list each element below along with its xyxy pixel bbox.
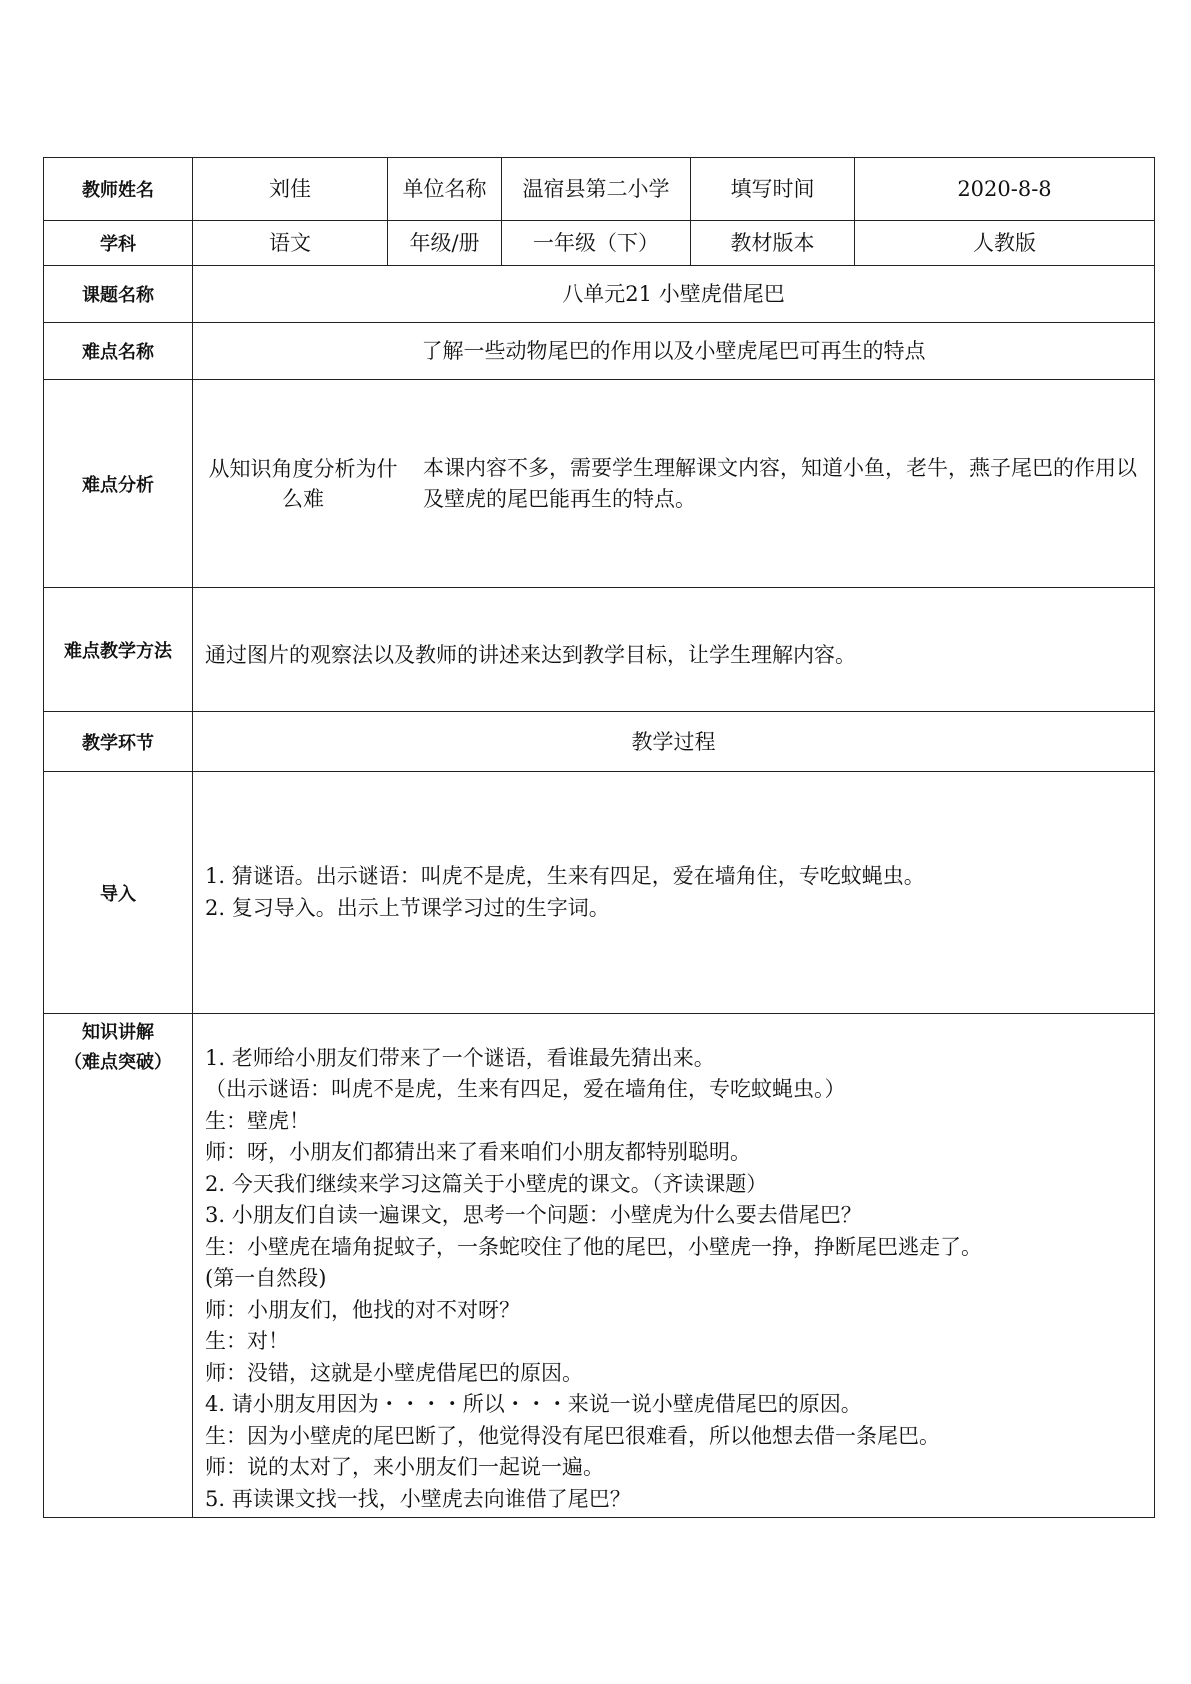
- explain-line: 2. 今天我们继续来学习这篇关于小壁虎的课文。（齐读课题）: [205, 1171, 768, 1196]
- explain-line: （出示谜语：叫虎不是虎，生来有四足，爱在墙角住，专吃蚊蝇虫。）: [205, 1077, 846, 1101]
- explain-line: 3. 小朋友们自读一遍课文，思考一个问题：小壁虎为什么要去借尾巴？: [205, 1203, 862, 1227]
- analysis-row: [44, 380, 1155, 588]
- difficulty-row: [44, 323, 1155, 380]
- explain-line: 1. 老师给小朋友们带来了一个谜语，看谁最先猜出来。: [205, 1045, 715, 1070]
- subject-label: 学科: [44, 221, 193, 266]
- info-row-2: [44, 221, 1155, 266]
- analysis-sub-label-cell: [193, 380, 413, 587]
- explain-line: 生：对！: [205, 1329, 289, 1353]
- explain-line: 师：没错，这就是小壁虎借尾巴的原因。: [205, 1360, 583, 1385]
- explain-row: [44, 1014, 1155, 1518]
- intro-cell: [193, 772, 1155, 1014]
- process-header-row: [44, 712, 1155, 772]
- info-row-1: [44, 158, 1155, 221]
- analysis-cell: [193, 380, 1155, 588]
- analysis-sub-label: 从知识角度分析为什么难: [208, 456, 398, 511]
- lesson-plan-table: [43, 157, 1155, 1518]
- topic-value: 八单元21 小壁虎借尾巴: [193, 266, 1155, 323]
- subject-value: 语文: [193, 221, 388, 266]
- intro-line: 1. 猜谜语。出示谜语：叫虎不是虎，生来有四足，爱在墙角住，专吃蚊蝇虫。: [205, 864, 925, 888]
- explain-line: 师：小朋友们，他找的对不对呀？: [205, 1297, 520, 1322]
- analysis-subtable: [193, 380, 1154, 587]
- analysis-content-cell: [413, 380, 1154, 587]
- topic-row: [44, 266, 1155, 323]
- method-value: 通过图片的观察法以及教师的讲述来达到教学目标，让学生理解内容。: [205, 642, 856, 667]
- analysis-content: 本课内容不多，需要学生理解课文内容，知道小鱼，老牛，燕子尾巴的作用以及壁虎的尾巴能再生的特点。: [423, 455, 1137, 511]
- teacher-name-label: 教师姓名: [44, 158, 193, 221]
- intro-line: 2. 复习导入。出示上节课学习过的生字词。: [205, 895, 610, 920]
- explain-cell: [193, 1014, 1155, 1518]
- explain-line: 师：呀，小朋友们都猜出来了看来咱们小朋友都特别聪明。: [205, 1140, 751, 1164]
- difficulty-value: 了解一些动物尾巴的作用以及小壁虎尾巴可再生的特点: [193, 323, 1155, 380]
- date-label: 填写时间: [691, 158, 855, 221]
- method-cell: [193, 588, 1155, 712]
- explain-line: 生：壁虎！: [205, 1108, 310, 1133]
- grade-value: 一年级（下）: [502, 221, 691, 266]
- date-value: 2020-8-8: [855, 158, 1155, 221]
- topic-label: 课题名称: [44, 266, 193, 323]
- explain-line: 生：因为小壁虎的尾巴断了，他觉得没有尾巴很难看，所以他想去借一条尾巴。: [205, 1423, 940, 1448]
- explain-line: 师：说的太对了，来小朋友们一起说一遍。: [205, 1455, 604, 1479]
- explain-line: 4. 请小朋友用因为・・・・所以・・・来说一说小壁虎借尾巴的原因。: [205, 1392, 862, 1416]
- explain-line: 生：小壁虎在墙角捉蚊子，一条蛇咬住了他的尾巴，小壁虎一挣，挣断尾巴逃走了。: [205, 1234, 982, 1259]
- analysis-label: 难点分析: [44, 380, 193, 588]
- method-row: [44, 588, 1155, 712]
- explain-label-line2: （难点突破）: [64, 1052, 172, 1073]
- teacher-name-value: 刘佳: [193, 158, 388, 221]
- intro-label: 导入: [44, 772, 193, 1014]
- unit-label: 单位名称: [388, 158, 502, 221]
- explain-line: 5. 再读课文找一找，小壁虎去向谁借了尾巴？: [205, 1486, 631, 1511]
- unit-value: 温宿县第二小学: [502, 158, 691, 221]
- difficulty-label: 难点名称: [44, 323, 193, 380]
- grade-label: 年级/册: [388, 221, 502, 266]
- process-step-label: 教学环节: [44, 712, 193, 772]
- process-header-value: 教学过程: [193, 712, 1155, 772]
- method-label: 难点教学方法: [44, 588, 193, 712]
- edition-value: 人教版: [855, 221, 1155, 266]
- intro-row: [44, 772, 1155, 1014]
- explain-label-cell: [44, 1014, 193, 1518]
- explain-line: (第一自然段): [205, 1266, 327, 1290]
- explain-label-line1: 知识讲解: [82, 1022, 154, 1043]
- edition-label: 教材版本: [691, 221, 855, 266]
